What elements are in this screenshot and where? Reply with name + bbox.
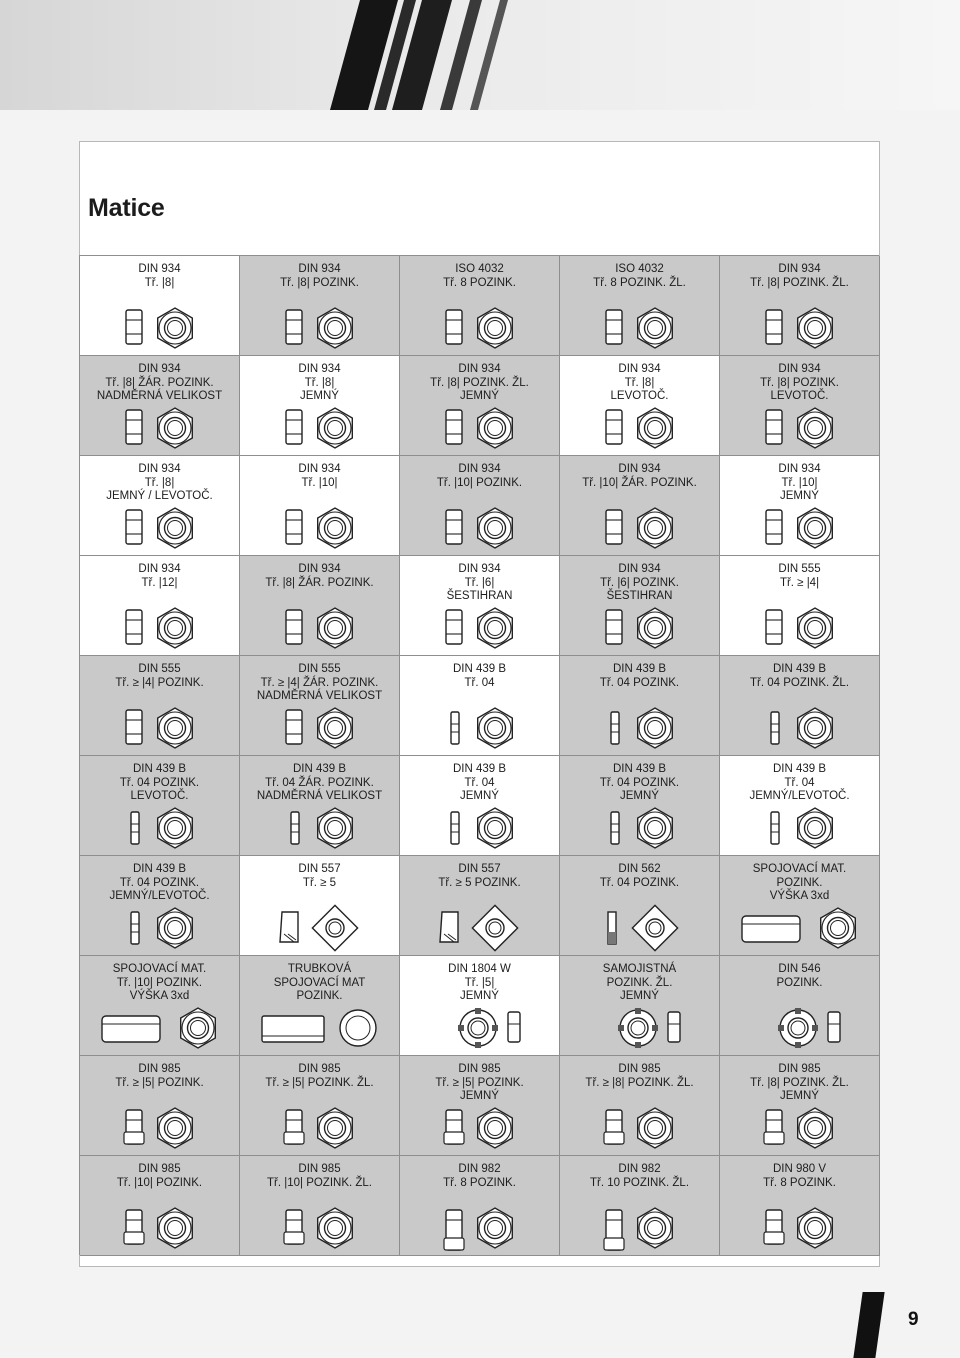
nut-drawing-icon [240, 1002, 400, 1054]
product-cell [560, 556, 720, 656]
product-cell [80, 456, 240, 556]
product-cell [240, 656, 400, 756]
product-label [244, 1063, 395, 1090]
nut-drawing-icon [560, 402, 720, 454]
nut-drawing-icon [240, 802, 400, 854]
product-label-line: DIN 934 [138, 463, 181, 475]
product-label-line: SAMOJISTNÁ [602, 963, 677, 975]
product-label-line: DIN 982 [458, 1163, 501, 1175]
product-label-line: DIN 934 [298, 563, 341, 575]
product-label-line: DIN 934 [618, 563, 661, 575]
nut-drawing-icon [80, 702, 240, 754]
product-label-line: POZINK. [296, 990, 343, 1002]
product-label [724, 863, 875, 904]
product-label-line: Tř. |8| POZINK. ŽL. [750, 1076, 849, 1089]
product-label-line: Tř. 04 POZINK. [599, 776, 680, 789]
product-label-line: Tř. |8| ŽÁR. POZINK. [265, 576, 374, 589]
product-label-line: DIN 934 [298, 263, 341, 275]
product-cell [80, 956, 240, 1056]
product-cell [80, 1156, 240, 1256]
nut-drawing-icon [80, 602, 240, 654]
product-label [564, 1163, 715, 1190]
product-cell [720, 756, 880, 856]
product-label-line: ŠESTIHRAN [606, 590, 673, 602]
product-label [84, 663, 235, 690]
page-title: Matice [88, 194, 165, 222]
product-label-line: DIN 546 [778, 963, 821, 975]
product-cell [240, 756, 400, 856]
nut-drawing-icon [720, 1202, 880, 1254]
product-label [404, 763, 555, 804]
top-decorative-band [0, 0, 960, 110]
nut-drawing-icon [720, 702, 880, 754]
product-cell [560, 256, 720, 356]
product-label-line: NADMĚRNÁ VELIKOST [96, 390, 223, 402]
product-label [84, 563, 235, 590]
product-cell [400, 356, 560, 456]
product-cell [720, 656, 880, 756]
nut-drawing-icon [720, 602, 880, 654]
page-number: 9 [908, 1309, 919, 1330]
product-cell [720, 556, 880, 656]
nut-drawing-icon [720, 402, 880, 454]
product-label-line: DIN 934 [298, 463, 341, 475]
product-label-line: DIN 985 [138, 1063, 181, 1075]
page-number-bar [853, 1292, 884, 1358]
product-cell [400, 656, 560, 756]
product-label-line: Tř. |12| [141, 576, 178, 589]
nut-drawing-icon [240, 1202, 400, 1254]
product-label-line: ŠESTIHRAN [446, 590, 513, 602]
product-label-line: NADMĚRNÁ VELIKOST [256, 690, 383, 702]
product-cell [560, 1156, 720, 1256]
product-label-line: DIN 934 [778, 263, 821, 275]
product-label-line: DIN 934 [138, 563, 181, 575]
product-label-line: DIN 934 [458, 463, 501, 475]
product-label-line: ISO 4032 [455, 263, 504, 275]
product-label-line: Tř. 04 POZINK. [119, 776, 200, 789]
product-label-line: DIN 934 [298, 363, 341, 375]
product-label [404, 563, 555, 604]
product-label [564, 263, 715, 290]
product-label-line: Tř. 04 POZINK. ŽL. [749, 676, 850, 689]
product-label [724, 763, 875, 804]
product-label [244, 963, 395, 1004]
nut-drawing-icon [240, 302, 400, 354]
product-label-line: Tř. |8| [624, 376, 655, 389]
product-cell [240, 856, 400, 956]
product-label [84, 1163, 235, 1190]
product-label-line: Tř. |8| ŽÁR. POZINK. [105, 376, 214, 389]
product-label-line: Tř. 04 [464, 776, 495, 789]
product-label [564, 363, 715, 404]
product-label-line: DIN 562 [618, 863, 661, 875]
product-label-line: JEMNÝ [620, 990, 659, 1002]
product-label-line: Tř. |5| [464, 976, 495, 989]
product-label [724, 1063, 875, 1104]
product-cell [560, 656, 720, 756]
nut-drawing-icon [240, 602, 400, 654]
product-label-line: Tř. ≥ |8| POZINK. ŽL. [585, 1076, 694, 1089]
product-label [244, 363, 395, 404]
nut-drawing-icon [80, 302, 240, 354]
nut-drawing-icon [560, 1102, 720, 1154]
product-label-line: JEMNÝ [460, 1090, 499, 1102]
product-label [84, 1063, 235, 1090]
nut-drawing-icon [400, 402, 560, 454]
product-cell [80, 356, 240, 456]
nut-drawing-icon [720, 902, 880, 954]
product-cell [720, 1056, 880, 1156]
product-label-line: TRUBKOVÁ [287, 963, 352, 975]
nut-drawing-icon [80, 402, 240, 454]
product-label-line: DIN 980 V [772, 1163, 827, 1175]
product-label-line: DIN 934 [778, 463, 821, 475]
product-label-line: DIN 1804 W [448, 963, 511, 975]
product-label-line: Tř. ≥ |4| [779, 576, 820, 589]
product-label-line: LEVOTOČ. [130, 790, 189, 802]
product-label [244, 763, 395, 804]
product-label-line: Tř. |8| POZINK. [280, 276, 359, 289]
product-label-line: Tř. ≥ |4| POZINK. [115, 676, 204, 689]
product-cell [80, 1056, 240, 1156]
product-label [84, 963, 235, 1004]
product-cell [240, 956, 400, 1056]
product-label [404, 463, 555, 490]
product-label-line: DIN 985 [778, 1063, 821, 1075]
product-label [724, 463, 875, 504]
product-label-line: Tř. |10| POZINK. ŽL. [266, 1176, 373, 1189]
product-label [724, 1163, 875, 1190]
nut-drawing-icon [400, 702, 560, 754]
product-cell [720, 856, 880, 956]
product-cell [400, 856, 560, 956]
product-label [244, 663, 395, 704]
product-label-line: DIN 934 [458, 563, 501, 575]
product-cell [720, 956, 880, 1056]
product-label-line: DIN 934 [618, 363, 661, 375]
product-label-line: DIN 439 B [452, 663, 507, 675]
product-label-line: Tř. 8 POZINK. [763, 1176, 836, 1189]
product-label-line: VÝŠKA 3xd [769, 890, 830, 902]
product-label-line: SPOJOVACÍ MAT. [112, 963, 207, 975]
product-label-line: Tř. |8| [304, 376, 335, 389]
product-label [244, 463, 395, 490]
product-label-line: DIN 439 B [772, 663, 827, 675]
product-cell [400, 256, 560, 356]
product-label-line: Tř. 10 POZINK. ŽL. [589, 1176, 690, 1189]
product-label-line: ISO 4032 [615, 263, 664, 275]
product-label-line: DIN 555 [298, 663, 341, 675]
product-label-line: Tř. ≥ |5| POZINK. ŽL. [265, 1076, 374, 1089]
product-label [724, 563, 875, 590]
product-label-line: DIN 982 [618, 1163, 661, 1175]
nut-drawing-icon [400, 902, 560, 954]
product-cell [240, 256, 400, 356]
product-label-line: Tř. |6| [464, 576, 495, 589]
product-label-line: DIN 555 [778, 563, 821, 575]
nut-drawing-icon [720, 302, 880, 354]
nut-drawing-icon [240, 1102, 400, 1154]
nut-drawing-icon [80, 1202, 240, 1254]
product-label [564, 663, 715, 690]
product-label-line: Tř. |10| [781, 476, 818, 489]
product-label [84, 863, 235, 904]
product-label [404, 863, 555, 890]
product-label-line: DIN 555 [138, 663, 181, 675]
product-label-line: Tř. 8 POZINK. [443, 276, 516, 289]
product-label [724, 363, 875, 404]
product-cell [80, 856, 240, 956]
product-label-line: Tř. 04 ŽÁR. POZINK. [265, 776, 374, 789]
nut-drawing-icon [720, 802, 880, 854]
product-label-line: DIN 439 B [292, 763, 347, 775]
product-label [724, 963, 875, 990]
nut-drawing-icon [720, 1002, 880, 1054]
nut-drawing-icon [400, 1002, 560, 1054]
nut-drawing-icon [720, 502, 880, 554]
product-label-line: DIN 934 [618, 463, 661, 475]
product-label-line: LEVOTOČ. [770, 390, 829, 402]
nut-drawing-icon [80, 1002, 240, 1054]
product-label-line: JEMNÝ [460, 790, 499, 802]
product-label [404, 363, 555, 404]
nut-drawing-icon [400, 802, 560, 854]
product-label-line: Tř. |8| POZINK. ŽL. [750, 276, 849, 289]
nut-drawing-icon [560, 602, 720, 654]
product-label-line: Tř. 8 POZINK. [443, 1176, 516, 1189]
product-label-line: DIN 934 [138, 263, 181, 275]
product-label [564, 863, 715, 890]
product-label-line: DIN 439 B [132, 863, 187, 875]
product-label-line: Tř. 04 [784, 776, 815, 789]
product-label-line: Tř. ≥ 5 POZINK. [438, 876, 521, 889]
nut-drawing-icon [560, 902, 720, 954]
product-cell [80, 756, 240, 856]
product-label-line: SPOJOVACÍ MAT [273, 976, 366, 989]
product-label-line: DIN 557 [298, 863, 341, 875]
product-label-line: DIN 985 [458, 1063, 501, 1075]
nut-drawing-icon [400, 502, 560, 554]
product-cell [400, 956, 560, 1056]
product-cell [240, 1156, 400, 1256]
product-label-line: Tř. |8| [144, 276, 175, 289]
product-label-line: NADMĚRNÁ VELIKOST [256, 790, 383, 802]
product-label-line: POZINK. ŽL. [606, 976, 673, 989]
product-cell [400, 756, 560, 856]
product-cell [560, 456, 720, 556]
nut-drawing-icon [560, 1002, 720, 1054]
product-label [84, 263, 235, 290]
product-label [244, 263, 395, 290]
product-label-line: DIN 439 B [772, 763, 827, 775]
product-cell [720, 356, 880, 456]
product-label [404, 1063, 555, 1104]
nut-drawing-icon [240, 402, 400, 454]
product-label-line: Tř. |6| POZINK. [600, 576, 679, 589]
product-cell [720, 256, 880, 356]
product-label [724, 663, 875, 690]
product-label-line: JEMNÝ [460, 390, 499, 402]
product-label-line: Tř. ≥ |5| POZINK. [115, 1076, 204, 1089]
product-label-line: Tř. |10| [301, 476, 338, 489]
product-label-line: DIN 557 [458, 863, 501, 875]
product-label-line: Tř. 8 POZINK. ŽL. [593, 276, 686, 289]
product-label-line: SPOJOVACÍ MAT. [752, 863, 847, 875]
product-label-line: Tř. |8| [144, 476, 175, 489]
product-label-line: DIN 934 [458, 363, 501, 375]
product-cell [400, 1056, 560, 1156]
nut-drawing-icon [80, 502, 240, 554]
nut-drawing-icon [400, 1102, 560, 1154]
product-label-line: Tř. 04 POZINK. [119, 876, 200, 889]
product-label-line: Tř. 04 POZINK. [599, 876, 680, 889]
product-label [244, 563, 395, 590]
product-label-line: Tř. |10| POZINK. [116, 976, 203, 989]
product-label-line: DIN 439 B [132, 763, 187, 775]
product-cell [400, 556, 560, 656]
nut-drawing-icon [560, 802, 720, 854]
nut-drawing-icon [560, 502, 720, 554]
product-label [564, 463, 715, 490]
product-label [84, 463, 235, 504]
nut-drawing-icon [400, 302, 560, 354]
product-label-line: Tř. 04 [464, 676, 495, 689]
product-label-line: Tř. |10| ŽÁR. POZINK. [582, 476, 697, 489]
product-label [244, 863, 395, 890]
product-label [564, 963, 715, 1004]
product-cell [560, 956, 720, 1056]
product-cell [240, 456, 400, 556]
product-label-line: JEMNÝ [300, 390, 339, 402]
product-label-line: DIN 985 [618, 1063, 661, 1075]
product-label [404, 963, 555, 1004]
product-label-line: Tř. ≥ 5 [302, 876, 337, 889]
product-label-line: VÝŠKA 3xd [129, 990, 190, 1002]
product-cell [560, 356, 720, 456]
product-label-line: POZINK. [776, 876, 823, 889]
product-label-line: DIN 439 B [452, 763, 507, 775]
product-cell [80, 656, 240, 756]
product-cell [400, 1156, 560, 1256]
product-cell [720, 1156, 880, 1256]
product-label [84, 363, 235, 404]
product-label-line: Tř. |10| POZINK. [116, 1176, 203, 1189]
product-label-line: Tř. ≥ |5| POZINK. [435, 1076, 524, 1089]
product-label [564, 1063, 715, 1090]
product-cell [80, 256, 240, 356]
nut-drawing-icon [80, 802, 240, 854]
product-cell [400, 456, 560, 556]
nut-catalog-grid [79, 255, 879, 1255]
product-label-line: JEMNÝ [780, 1090, 819, 1102]
product-label-line: DIN 934 [778, 363, 821, 375]
product-cell [560, 856, 720, 956]
product-label-line: Tř. |8| POZINK. ŽL. [430, 376, 529, 389]
nut-drawing-icon [400, 602, 560, 654]
product-label-line: JEMNÝ [780, 490, 819, 502]
nut-drawing-icon [560, 1202, 720, 1254]
nut-drawing-icon [560, 702, 720, 754]
product-cell [720, 456, 880, 556]
nut-drawing-icon [240, 502, 400, 554]
product-label-line: DIN 985 [138, 1163, 181, 1175]
product-label [404, 263, 555, 290]
nut-drawing-icon [400, 1202, 560, 1254]
nut-drawing-icon [560, 302, 720, 354]
product-label-line: DIN 439 B [612, 663, 667, 675]
product-label-line: JEMNÝ/LEVOTOČ. [109, 890, 210, 902]
product-label-line: JEMNÝ/LEVOTOČ. [749, 790, 850, 802]
product-label [404, 1163, 555, 1190]
product-cell [240, 556, 400, 656]
product-label-line: POZINK. [776, 976, 823, 989]
product-label [244, 1163, 395, 1190]
product-label [564, 563, 715, 604]
product-label-line: DIN 985 [298, 1063, 341, 1075]
product-cell [240, 1056, 400, 1156]
nut-drawing-icon [80, 1102, 240, 1154]
nut-drawing-icon [240, 702, 400, 754]
product-label-line: DIN 985 [298, 1163, 341, 1175]
product-cell [80, 556, 240, 656]
nut-drawing-icon [80, 902, 240, 954]
product-cell [560, 756, 720, 856]
nut-drawing-icon [240, 902, 400, 954]
nut-drawing-icon [720, 1102, 880, 1154]
product-label-line: JEMNÝ [620, 790, 659, 802]
product-label [564, 763, 715, 804]
product-label-line: JEMNÝ / LEVOTOČ. [106, 490, 213, 502]
product-label-line: DIN 439 B [612, 763, 667, 775]
product-label-line: DIN 934 [138, 363, 181, 375]
product-label [724, 263, 875, 290]
product-label-line: JEMNÝ [460, 990, 499, 1002]
product-cell [240, 356, 400, 456]
product-label-line: Tř. 04 POZINK. [599, 676, 680, 689]
product-label-line: LEVOTOČ. [610, 390, 669, 402]
product-label [404, 663, 555, 690]
product-label [84, 763, 235, 804]
product-label-line: Tř. ≥ |4| ŽÁR. POZINK. [260, 676, 379, 689]
product-label-line: Tř. |8| POZINK. [760, 376, 839, 389]
diagonal-stripes-graphic [0, 0, 960, 110]
product-cell [560, 1056, 720, 1156]
product-label-line: Tř. |10| POZINK. [436, 476, 523, 489]
